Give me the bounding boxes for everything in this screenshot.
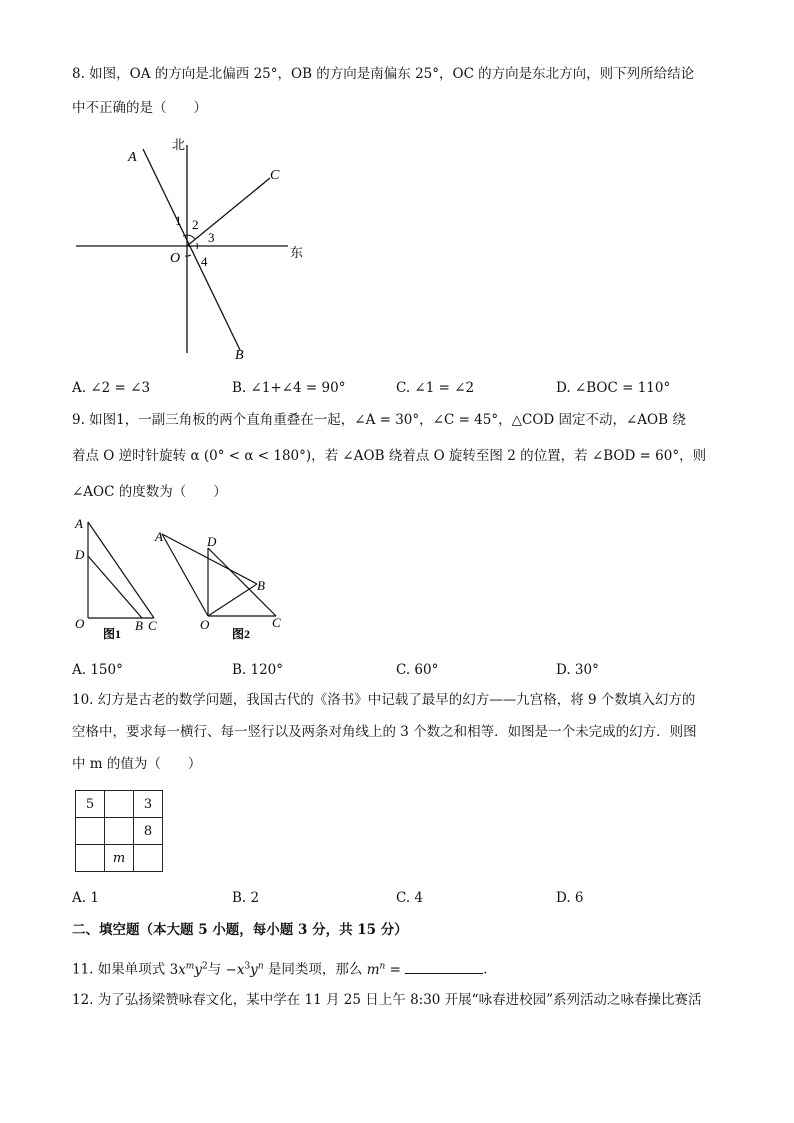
q11-answer-blank[interactable] bbox=[405, 959, 483, 974]
q9-text-line1: 9. 如图1，一副三角板的两个直角重叠在一起，∠A = 30°，∠C = 45°，△COD 固定不动，∠AOB 绕 bbox=[72, 412, 686, 428]
q11-expression: $m^n$ = bbox=[366, 961, 401, 978]
magic-cell: 3 bbox=[134, 791, 163, 818]
angle-4-label: 4 bbox=[201, 254, 208, 269]
q10-text-line3: 中 m 的值为（ ） bbox=[72, 756, 202, 772]
magic-cell bbox=[76, 818, 105, 845]
magic-square bbox=[75, 790, 163, 872]
q11-prefix: 11. 如果单项式 bbox=[72, 961, 166, 978]
fig2-a-label: A bbox=[155, 529, 163, 544]
magic-cell: 5 bbox=[76, 791, 105, 818]
magic-cell bbox=[105, 791, 134, 818]
q8-option-b: B. ∠1+∠4 = 90° bbox=[232, 380, 346, 396]
magic-cell bbox=[105, 818, 134, 845]
fig1-caption: 图1 bbox=[103, 627, 122, 641]
magic-cell bbox=[76, 845, 105, 872]
q8-option-c: C. ∠1 = ∠2 bbox=[396, 380, 475, 396]
q8-figure bbox=[70, 135, 320, 365]
q10-option-d: D. 6 bbox=[556, 890, 584, 906]
magic-cell bbox=[134, 845, 163, 872]
q9-text-line2: 着点 O 逆时针旋转 α (0° < α < 180°)，若 ∠AOB 绕着点 O 旋转至图 2 的位置，若 ∠BOD = 60°，则 bbox=[72, 448, 707, 464]
angle-3-label: 3 bbox=[208, 230, 215, 245]
q11-middle: 与 bbox=[207, 961, 222, 978]
q10-option-a: A. 1 bbox=[72, 890, 99, 906]
q11-term-2: $-x^3y^n$ bbox=[225, 961, 264, 978]
q11-end: ． bbox=[483, 961, 497, 978]
section-2-title: 二、填空题（本大题 5 小题，每小题 3 分，共 15 分） bbox=[72, 922, 408, 938]
fig1-c-label: C bbox=[148, 618, 157, 633]
east-label: 东 bbox=[290, 245, 304, 260]
q12-text-line1: 12. 为了弘扬梁赞咏春文化，某中学在 11 月 25 日上午 8:30 开展“咏春进校园”系列活动之咏春操比赛活 bbox=[72, 992, 702, 1008]
q11-term-1: $3x^my^2$ bbox=[169, 961, 208, 978]
q8-text-line2: 中不正确的是（ ） bbox=[72, 100, 207, 116]
q9-text-line3: ∠AOC 的度数为（ ） bbox=[72, 484, 227, 500]
q8-option-a: A. ∠2 = ∠3 bbox=[72, 380, 151, 396]
q8-text-line1: 8. 如图，OA 的方向是北偏西 25°，OB 的方向是南偏东 25°，OC 的方向是东北方向，则下列所给结论 bbox=[72, 66, 695, 82]
q9-figure-2 bbox=[150, 526, 290, 644]
q9-option-b: B. 120° bbox=[232, 662, 284, 678]
fig2-o-label: O bbox=[200, 617, 210, 632]
north-label: 北 bbox=[172, 137, 186, 152]
q10-text-line1: 10. 幻方是古老的数学问题，我国古代的《洛书》中记载了最早的幻方——九宫格，将 9 个数填入幻方的 bbox=[72, 692, 696, 708]
q10-option-b: B. 2 bbox=[232, 890, 260, 906]
q9-option-a: A. 150° bbox=[72, 662, 123, 678]
point-b-label: B bbox=[235, 348, 244, 363]
angle-2-label: 2 bbox=[192, 217, 199, 232]
fig2-d-label: D bbox=[207, 534, 217, 549]
magic-cell: 8 bbox=[134, 818, 163, 845]
point-a-label: A bbox=[128, 150, 137, 165]
fig2-b-label: B bbox=[257, 578, 265, 593]
fig1-a-label: A bbox=[75, 516, 83, 531]
magic-cell-m: m bbox=[105, 845, 134, 872]
q11-text bbox=[72, 956, 497, 980]
q10-text-line2: 空格中，要求每一横行、每一竖行以及两条对角线上的 3 个数之和相等．如图是一个未完成的幻方．则图 bbox=[72, 724, 697, 740]
q9-option-d: D. 30° bbox=[556, 662, 599, 678]
point-o-label: O bbox=[170, 251, 181, 266]
angle-1-label: 1 bbox=[175, 213, 182, 228]
fig2-caption: 图2 bbox=[232, 627, 251, 641]
q9-option-c: C. 60° bbox=[396, 662, 439, 678]
fig1-b-label: B bbox=[135, 618, 143, 633]
fig2-c-label: C bbox=[272, 615, 281, 630]
q11-suffix: 是同类项，那么 bbox=[267, 961, 363, 978]
fig1-o-label: O bbox=[75, 616, 85, 631]
fig1-d-label: D bbox=[75, 547, 85, 562]
q10-option-c: C. 4 bbox=[396, 890, 424, 906]
q8-option-d: D. ∠BOC = 110° bbox=[556, 380, 671, 396]
point-c-label: C bbox=[270, 168, 280, 183]
